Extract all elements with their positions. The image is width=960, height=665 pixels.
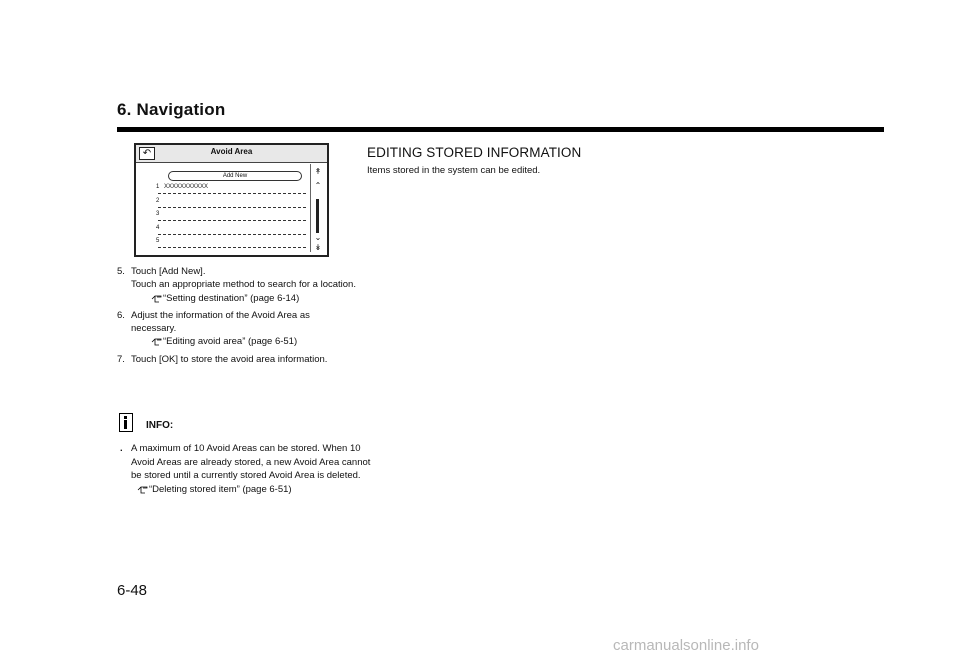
- scrollbar[interactable]: [310, 164, 325, 252]
- cross-reference[interactable]: “Setting destination” (page 6-14): [131, 292, 357, 305]
- reference-hand-icon: [137, 484, 148, 494]
- list-item[interactable]: 3: [158, 209, 306, 221]
- list-item[interactable]: 5: [158, 236, 306, 248]
- step-7: 7. Touch [OK] to store the avoid area information.: [117, 353, 328, 365]
- page-number: 6-48: [117, 582, 148, 599]
- list-item[interactable]: 1 XXXXXXXXXXX: [158, 182, 306, 194]
- header-rule: [117, 127, 884, 132]
- step-5: 5. Touch [Add New]. Touch an appropriate method to search for a location. “Setting destination” (page 6-14): [117, 266, 356, 304]
- info-icon: [119, 413, 133, 432]
- step-list: [117, 265, 357, 366]
- add-new-button[interactable]: Add New: [168, 171, 302, 181]
- screen-titlebar: [136, 145, 327, 163]
- avoid-area-screen: [134, 143, 329, 257]
- info-bullet: . A maximum of 10 Avoid Areas can be stored. When 10 Avoid Areas are already stored, a new Avoid Area cannot be stored until a currently stored Avoid Area is deleted. “Deleting stored item” (page 6-51): [117, 442, 374, 496]
- double-down-icon[interactable]: ↡: [314, 243, 322, 252]
- screen-title: Avoid Area: [210, 147, 253, 156]
- scroll-thumb[interactable]: [316, 199, 319, 233]
- double-up-icon[interactable]: ↟: [314, 167, 322, 176]
- reference-hand-icon: [151, 293, 162, 303]
- step-6: 6. Adjust the information of the Avoid Area as necessary. “Editing avoid area” (page 6-51): [117, 309, 357, 349]
- back-arrow-icon[interactable]: ↶: [139, 147, 155, 160]
- section-title: EDITING STORED INFORMATION: [367, 145, 582, 160]
- list-item[interactable]: 2: [158, 196, 306, 208]
- watermark: carmanualsonline.info: [613, 637, 759, 654]
- reference-hand-icon: [151, 336, 162, 346]
- cross-reference[interactable]: “Editing avoid area” (page 6-51): [131, 335, 357, 348]
- page-header-title: 6. Navigation: [117, 100, 226, 119]
- section-body: Items stored in the system can be edited.: [367, 165, 541, 176]
- down-icon[interactable]: ⌄: [314, 233, 322, 242]
- cross-reference[interactable]: “Deleting stored item” (page 6-51): [131, 483, 374, 497]
- up-icon[interactable]: ⌃: [314, 181, 322, 190]
- list-item[interactable]: 4: [158, 223, 306, 235]
